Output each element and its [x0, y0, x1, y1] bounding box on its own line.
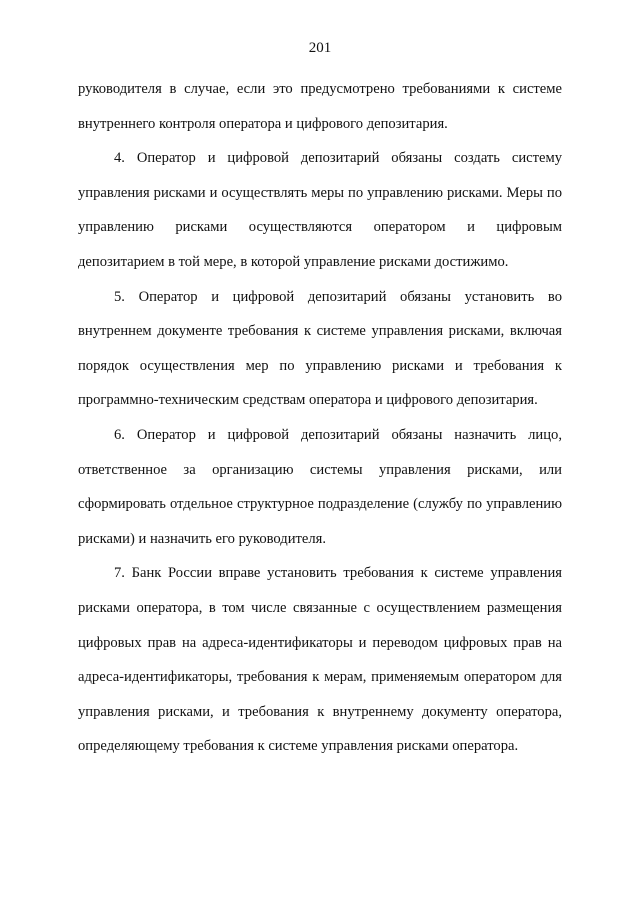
- paragraph-7: 7. Банк России вправе установить требования к системе управления рисками оператора, в том числе связанные с осуществлением размещения цифровых прав на адреса-идентификаторы и переводом цифровых прав на адреса-идентификаторы, требования к мерам, применяемым оператором для управления рисками, и требования к внутреннему документу оператора, определяющему требования к системе управления рисками оператора.: [78, 565, 562, 755]
- paragraph-6: 6. Оператор и цифровой депозитарий обязаны назначить лицо, ответственное за организацию системы управления рисками, или сформировать отдельное структурное подразделение (службу по управлению рисками) и назначить его руководителя.: [78, 426, 562, 547]
- paragraph-4: 4. Оператор и цифровой депозитарий обязаны создать систему управления рисками и осуществлять меры по управлению рисками. Меры по управлению рисками осуществляются оператором и цифровым депозитарием в той мере, в которой управление рисками достижимо.: [78, 150, 562, 270]
- document-body: [78, 72, 562, 764]
- paragraph-5: 5. Оператор и цифровой депозитарий обязаны установить во внутреннем документе требования к системе управления рисками, включая порядок осуществления мер по управлению рисками и требования к программно-техническим средствам оператора и цифрового депозитария.: [78, 288, 562, 409]
- page-number: 201: [308, 40, 332, 56]
- paragraph-continuation: руководителя в случае, если это предусмотрено требованиями к системе внутреннего контроля оператора и цифрового депозитария.: [78, 81, 562, 132]
